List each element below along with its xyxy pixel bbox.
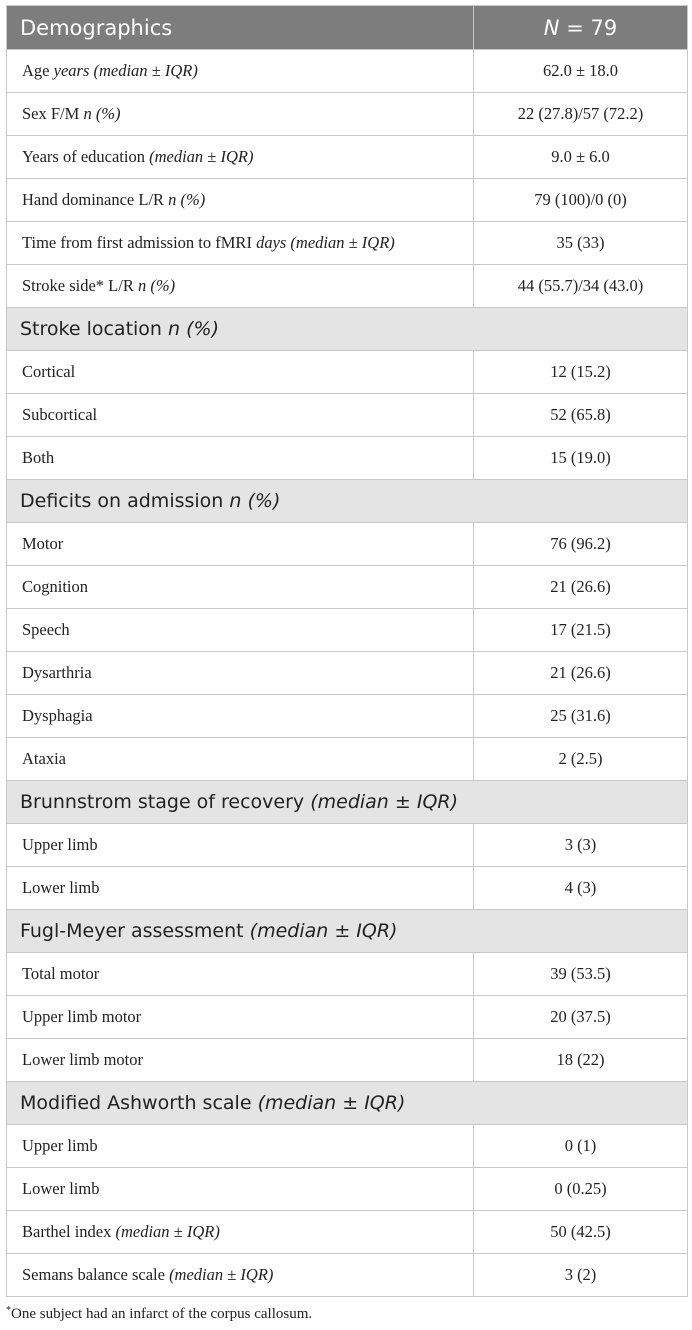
row-label-text: Dysarthria — [22, 663, 92, 682]
row-value: 22 (27.8)/57 (72.2) — [474, 93, 688, 136]
row-label — [7, 738, 474, 781]
table-row — [7, 179, 688, 222]
table-row — [7, 136, 688, 179]
row-label — [7, 394, 474, 437]
row-label-unit: years (median ± IQR) — [53, 61, 198, 80]
row-value: 25 (31.6) — [474, 695, 688, 738]
row-label — [7, 265, 474, 308]
row-label — [7, 867, 474, 910]
section-title-text: Deficits on admission — [20, 490, 230, 512]
row-label — [7, 93, 474, 136]
row-value: 39 (53.5) — [474, 953, 688, 996]
row-label — [7, 437, 474, 480]
section-title-text: Stroke location — [20, 318, 169, 340]
section-title-text: Brunnstrom stage of recovery — [20, 791, 311, 813]
row-label-unit: days (median ± IQR) — [256, 233, 395, 252]
section-title-unit: n (%) — [229, 490, 281, 512]
row-label — [7, 179, 474, 222]
row-label-text: Stroke side* L/R — [22, 276, 138, 295]
table-row — [7, 738, 688, 781]
row-label — [7, 1168, 474, 1211]
row-label-text: Dysphagia — [22, 706, 93, 725]
row-label — [7, 695, 474, 738]
row-label — [7, 136, 474, 179]
table-row — [7, 93, 688, 136]
table-row — [7, 523, 688, 566]
table-row — [7, 1168, 688, 1211]
table-row — [7, 1254, 688, 1297]
section-header-row — [7, 308, 688, 351]
row-label-text: Total motor — [22, 964, 100, 983]
table-row — [7, 824, 688, 867]
table-row — [7, 351, 688, 394]
row-label-text: Hand dominance L/R — [22, 190, 169, 209]
row-value: 0 (1) — [474, 1125, 688, 1168]
row-label-text: Semans balance scale — [22, 1265, 170, 1284]
table-footnote — [6, 1306, 312, 1323]
row-value: 21 (26.6) — [474, 652, 688, 695]
row-label — [7, 1211, 474, 1254]
row-label-text: Cortical — [22, 362, 76, 381]
row-value: 50 (42.5) — [474, 1211, 688, 1254]
section-header-row — [7, 910, 688, 953]
demographics-table-container — [6, 5, 687, 1297]
table-row — [7, 437, 688, 480]
row-value: 17 (21.5) — [474, 609, 688, 652]
row-label-text: Lower limb motor — [22, 1050, 143, 1069]
row-label-text: Sex F/M — [22, 104, 84, 123]
row-label — [7, 50, 474, 93]
row-label-text: Upper limb — [22, 1136, 98, 1155]
row-label-text: Age — [22, 61, 54, 80]
row-value: 21 (26.6) — [474, 566, 688, 609]
row-label-text: Ataxia — [22, 749, 66, 768]
header-n-value: = 79 — [559, 15, 618, 40]
row-label — [7, 222, 474, 265]
table-row — [7, 867, 688, 910]
row-label — [7, 1039, 474, 1082]
table-row — [7, 566, 688, 609]
row-value: 62.0 ± 18.0 — [474, 50, 688, 93]
row-label — [7, 652, 474, 695]
table-row — [7, 222, 688, 265]
section-title-unit: (median ± IQR) — [310, 791, 459, 813]
table-row — [7, 1039, 688, 1082]
table-row — [7, 609, 688, 652]
row-label-unit: (median ± IQR) — [169, 1265, 274, 1284]
row-label-text: Upper limb — [22, 835, 98, 854]
row-label-text: Years of education — [22, 147, 150, 166]
section-title — [7, 781, 688, 824]
table-row — [7, 996, 688, 1039]
row-label-text: Time from first admission to fMRI — [22, 233, 257, 252]
table-header-row — [7, 6, 688, 50]
table-body — [7, 50, 688, 1297]
section-title-text: Modified Ashworth scale — [20, 1092, 258, 1114]
row-label-unit: (median ± IQR) — [149, 147, 254, 166]
row-label-unit: n (%) — [83, 104, 121, 123]
row-label-text: Speech — [22, 620, 70, 639]
row-label-unit: n (%) — [137, 276, 176, 295]
footnote-text: One subject had an infarct of the corpus callosum. — [11, 1306, 313, 1322]
row-value: 2 (2.5) — [474, 738, 688, 781]
row-label-unit: (median ± IQR) — [115, 1222, 220, 1241]
row-label-unit: n (%) — [168, 190, 206, 209]
row-label — [7, 996, 474, 1039]
footnote-mark: * — [6, 1305, 11, 1316]
row-label — [7, 523, 474, 566]
row-label-text: Subcortical — [22, 405, 98, 424]
table-row — [7, 1125, 688, 1168]
row-label — [7, 566, 474, 609]
section-title-unit: (median ± IQR) — [257, 1092, 406, 1114]
row-value: 9.0 ± 6.0 — [474, 136, 688, 179]
table-row — [7, 652, 688, 695]
header-sample-size — [474, 6, 688, 50]
header-n-symbol: N — [543, 15, 560, 40]
row-value: 3 (3) — [474, 824, 688, 867]
row-label — [7, 824, 474, 867]
row-label — [7, 351, 474, 394]
section-title-unit: n (%) — [168, 318, 219, 340]
table-row — [7, 394, 688, 437]
section-title-unit: (median ± IQR) — [249, 920, 398, 942]
section-title-text: Fugl-Meyer assessment — [20, 920, 250, 942]
row-value: 35 (33) — [474, 222, 688, 265]
row-label — [7, 1125, 474, 1168]
table-row — [7, 953, 688, 996]
row-label-text: Motor — [22, 534, 64, 553]
row-value: 15 (19.0) — [474, 437, 688, 480]
row-value: 52 (65.8) — [474, 394, 688, 437]
row-value: 12 (15.2) — [474, 351, 688, 394]
section-title — [7, 308, 688, 351]
row-value: 3 (2) — [474, 1254, 688, 1297]
demographics-table — [6, 5, 688, 1297]
row-value: 20 (37.5) — [474, 996, 688, 1039]
row-label-text: Barthel index — [22, 1222, 116, 1241]
row-label — [7, 609, 474, 652]
section-header-row — [7, 480, 688, 523]
row-value: 4 (3) — [474, 867, 688, 910]
row-label-text: Cognition — [22, 577, 89, 596]
row-value: 76 (96.2) — [474, 523, 688, 566]
row-label-text: Lower limb — [22, 878, 100, 897]
section-title — [7, 480, 688, 523]
row-label — [7, 1254, 474, 1297]
row-label-text: Both — [22, 448, 55, 467]
section-header-row — [7, 781, 688, 824]
row-label — [7, 953, 474, 996]
table-row — [7, 695, 688, 738]
section-title — [7, 910, 688, 953]
section-header-row — [7, 1082, 688, 1125]
table-row — [7, 50, 688, 93]
row-value: 0 (0.25) — [474, 1168, 688, 1211]
row-label-text: Upper limb motor — [22, 1007, 142, 1026]
table-row — [7, 1211, 688, 1254]
row-value: 79 (100)/0 (0) — [474, 179, 688, 222]
row-label-text: Lower limb — [22, 1179, 100, 1198]
section-title — [7, 1082, 688, 1125]
header-demographics: Demographics — [7, 6, 474, 50]
table-row — [7, 265, 688, 308]
row-value: 18 (22) — [474, 1039, 688, 1082]
row-value: 44 (55.7)/34 (43.0) — [474, 265, 688, 308]
